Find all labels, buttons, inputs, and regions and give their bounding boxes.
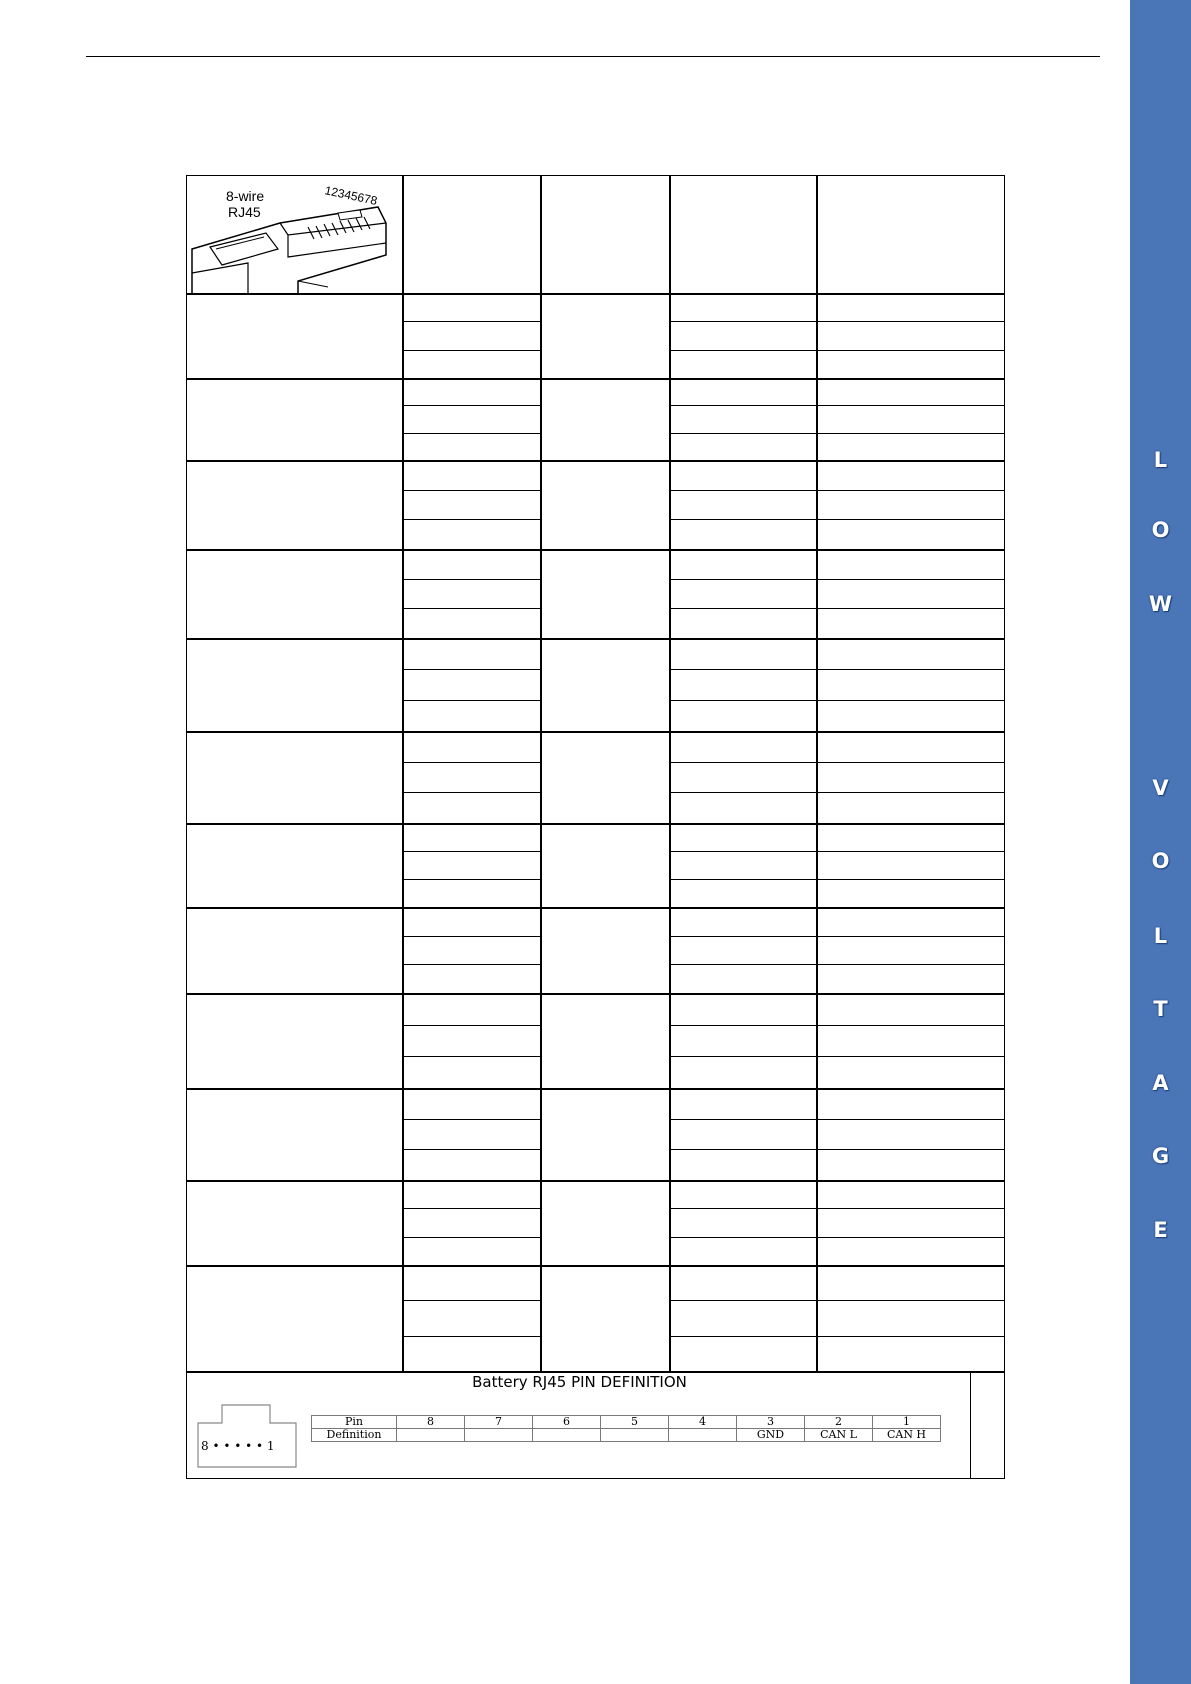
column-divider xyxy=(669,176,671,1371)
svg-text:8 • • • • • 1: 8 • • • • • 1 xyxy=(201,1439,275,1453)
row-divider xyxy=(402,579,540,580)
row-divider xyxy=(669,792,1004,793)
group-divider xyxy=(187,638,1004,640)
row-divider xyxy=(402,879,540,880)
side-letter: T xyxy=(1153,997,1168,1021)
pin-row xyxy=(312,1416,941,1429)
row-divider xyxy=(402,1336,540,1337)
side-letter: O xyxy=(1151,518,1170,542)
panel-divider xyxy=(187,1371,970,1372)
pin-number: 5 xyxy=(601,1416,669,1429)
svg-text:12345678: 12345678 xyxy=(323,183,379,209)
pin-number: 2 xyxy=(805,1416,873,1429)
row-divider xyxy=(669,405,1004,406)
pin-definition-panel xyxy=(187,1371,1004,1479)
pin-definition xyxy=(465,1429,533,1442)
row-divider xyxy=(402,405,540,406)
row-divider xyxy=(669,1025,1004,1026)
row-divider xyxy=(402,490,540,491)
row-divider xyxy=(669,579,1004,580)
row-divider xyxy=(669,669,1004,670)
row-divider xyxy=(669,433,1004,434)
rj45-connector-image xyxy=(188,177,401,295)
wiring-table xyxy=(186,175,1005,1479)
row-divider xyxy=(669,964,1004,965)
pin-number: 4 xyxy=(669,1416,737,1429)
pin-number: 7 xyxy=(465,1416,533,1429)
row-divider xyxy=(669,519,1004,520)
row-divider xyxy=(402,1025,540,1026)
pin-number: 6 xyxy=(533,1416,601,1429)
side-letter: A xyxy=(1152,1071,1169,1095)
pin-definition: CAN H xyxy=(873,1429,941,1442)
side-letter: G xyxy=(1151,1144,1170,1168)
group-divider xyxy=(187,1265,1004,1267)
row-divider xyxy=(402,1119,540,1120)
pin-definition-title: Battery RJ45 PIN DEFINITION xyxy=(472,1373,687,1391)
row-divider xyxy=(402,1149,540,1150)
svg-text:RJ45: RJ45 xyxy=(228,204,261,220)
side-letter: L xyxy=(1153,924,1168,948)
row-divider xyxy=(669,1119,1004,1120)
row-divider xyxy=(402,700,540,701)
definition-row xyxy=(312,1429,941,1442)
row-divider xyxy=(402,1237,540,1238)
row-divider xyxy=(669,321,1004,322)
side-band xyxy=(1130,0,1191,1684)
row-divider xyxy=(402,669,540,670)
group-divider xyxy=(187,549,1004,551)
row-divider xyxy=(402,792,540,793)
rj45-jack-icon xyxy=(196,1403,298,1469)
pin-number: 3 xyxy=(737,1416,805,1429)
group-divider xyxy=(187,460,1004,462)
side-letter: W xyxy=(1148,592,1173,616)
row-divider xyxy=(669,936,1004,937)
header-rule xyxy=(86,56,1100,57)
row-divider xyxy=(669,762,1004,763)
row-divider xyxy=(402,608,540,609)
row-divider xyxy=(669,879,1004,880)
definition-row-label: Definition xyxy=(312,1429,397,1442)
row-divider xyxy=(402,762,540,763)
group-divider xyxy=(187,1180,1004,1182)
row-divider xyxy=(402,350,540,351)
group-divider xyxy=(187,993,1004,995)
row-divider xyxy=(669,851,1004,852)
row-divider xyxy=(669,1237,1004,1238)
column-divider xyxy=(402,176,404,1371)
group-divider xyxy=(187,1088,1004,1090)
side-letter: V xyxy=(1152,776,1169,800)
pin-definition xyxy=(669,1429,737,1442)
group-divider xyxy=(187,378,1004,380)
svg-text:8-wire: 8-wire xyxy=(226,188,265,204)
row-divider xyxy=(669,1056,1004,1057)
row-divider xyxy=(669,1336,1004,1337)
pin-definition-table xyxy=(311,1415,941,1442)
row-divider xyxy=(402,964,540,965)
side-letter: O xyxy=(1151,849,1170,873)
row-divider xyxy=(402,1056,540,1057)
side-letter: E xyxy=(1153,1218,1168,1242)
row-divider xyxy=(402,433,540,434)
pin-definition: CAN L xyxy=(805,1429,873,1442)
side-letter: L xyxy=(1153,448,1168,472)
pin-number: 1 xyxy=(873,1416,941,1429)
row-divider xyxy=(402,1208,540,1209)
row-divider xyxy=(402,519,540,520)
row-divider xyxy=(669,490,1004,491)
column-divider xyxy=(540,176,542,1371)
group-divider xyxy=(187,907,1004,909)
row-divider xyxy=(402,936,540,937)
row-divider xyxy=(669,1208,1004,1209)
row-divider xyxy=(669,350,1004,351)
group-divider xyxy=(187,823,1004,825)
pin-definition xyxy=(601,1429,669,1442)
pin-definition xyxy=(397,1429,465,1442)
group-divider xyxy=(187,731,1004,733)
group-divider xyxy=(187,293,1004,295)
row-divider xyxy=(669,1149,1004,1150)
pin-number: 8 xyxy=(397,1416,465,1429)
row-divider xyxy=(402,851,540,852)
row-divider xyxy=(402,1300,540,1301)
row-divider xyxy=(669,1300,1004,1301)
row-divider xyxy=(669,700,1004,701)
row-divider xyxy=(402,321,540,322)
row-divider xyxy=(669,608,1004,609)
pin-row-label: Pin xyxy=(312,1416,397,1429)
column-divider xyxy=(816,176,818,1371)
pin-definition xyxy=(533,1429,601,1442)
pin-definition: GND xyxy=(737,1429,805,1442)
